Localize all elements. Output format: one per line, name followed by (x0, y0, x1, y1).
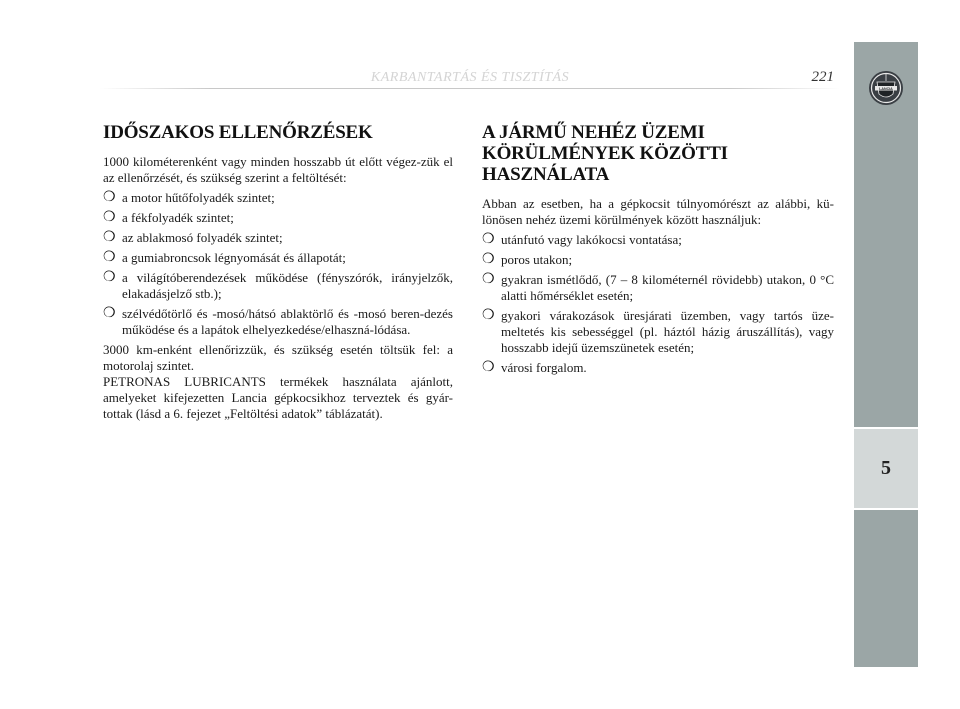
right-column (482, 122, 834, 380)
list-item: ❍ poros utakon; (482, 252, 573, 267)
bullet-icon: ❍ (103, 306, 116, 321)
chapter-side-tab (854, 42, 918, 667)
list-item: ❍ a motor hűtőfolyadék szintet; (103, 190, 275, 205)
list-item: ❍ városi forgalom. (482, 360, 587, 375)
periodic-checks-list (103, 190, 453, 338)
section-heading-periodic-checks: IDŐSZAKOS ELLENŐRZÉSEK (103, 122, 373, 143)
running-head: KARBANTARTÁS ÉS TISZTÍTÁS (370, 70, 570, 85)
list-item: ❍ utánfutó vagy lakókocsi vontatása; (482, 232, 682, 247)
list-item: ❍ szélvédőtörlő és -mosó/hátsó ablaktörlő és -mosó beren-dezés működése és a lapátok elhelyezkedése/elhaszná-lódása. (103, 306, 453, 337)
left-column (103, 122, 453, 422)
list-item: ❍ gyakran ismétlődő, (7 – 8 kilométernél rövidebb) utakon, 0 °C alatti hőmérséklet esetén; (482, 272, 834, 303)
bullet-icon: ❍ (103, 250, 116, 265)
list-item: ❍ a gumiabroncsok légnyomását és állapotát; (103, 250, 346, 265)
lancia-logo-icon (868, 70, 904, 106)
section-heading-heavy-use: A JÁRMŰ NEHÉZ ÜZEMI KÖRÜLMÉNYEK KÖZÖTTI HASZNÁLATA (482, 122, 728, 185)
bullet-icon: ❍ (103, 230, 116, 245)
bullet-icon: ❍ (103, 210, 116, 225)
page-number: 221 (811, 69, 834, 85)
bullet-icon: ❍ (103, 190, 116, 205)
left-intro: 1000 kilométerenként vagy minden hosszabb út előtt végez-zük el az ellenőrzését, és szükség szerint a feltöltését: (103, 154, 453, 185)
heavy-use-conditions-list (482, 232, 834, 376)
list-item: ❍ az ablakmosó folyadék szintet; (103, 230, 283, 245)
list-item: ❍ a fékfolyadék szintet; (103, 210, 234, 225)
bullet-icon: ❍ (482, 232, 495, 247)
oil-check-paragraph: 3000 km-enként ellenőrizzük, és szükség esetén töltsük fel: a motorolaj szintet. (103, 342, 453, 373)
bullet-icon: ❍ (482, 360, 495, 375)
bullet-icon: ❍ (482, 308, 495, 323)
chapter-box (854, 427, 918, 510)
bullet-icon: ❍ (103, 270, 116, 285)
list-item: ❍ a világítóberendezések működése (fényszórók, irányjelzők, elakadásjelző stb.); (103, 270, 453, 301)
bullet-icon: ❍ (482, 252, 495, 267)
header-divider (100, 88, 840, 89)
bullet-icon: ❍ (482, 272, 495, 287)
lubricants-paragraph: PETRONAS LUBRICANTS termékek használata ajánlott, amelyeket kifejezetten Lancia gépkocsikhoz terveztek és gyár-tottak (lásd a 6. fejezet „Feltöltési adatok” táblázatát). (103, 374, 453, 421)
chapter-number: 5 (881, 457, 891, 479)
logo-text: LANCIA (879, 86, 893, 91)
right-intro: Abban az esetben, ha a gépkocsit túlnyomórészt az alábbi, kü-lönösen nehéz üzemi körülmények között használjuk: (482, 196, 834, 227)
list-item: ❍ gyakori várakozások üresjárati üzemben, vagy tartós üze-meltetés kis sebességgel (pl. háztól házig áruszállítás), vagy hosszabb idejű üzemszünetek esetén; (482, 308, 834, 355)
